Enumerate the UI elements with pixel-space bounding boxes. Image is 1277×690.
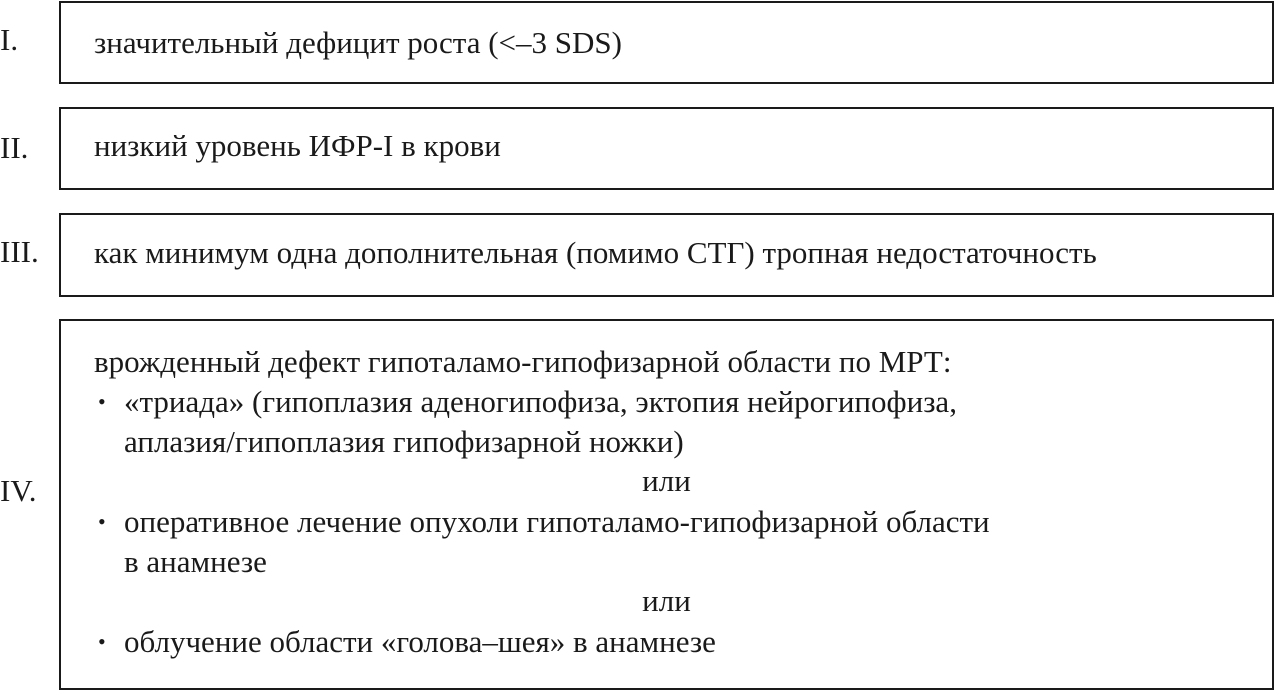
list-item-1-line-2: аплазия/гипоплазия гипофизарной ножки)	[124, 424, 684, 459]
criterion-text-1: значительный дефицит роста (<–3 SDS)	[94, 25, 622, 60]
row-numeral-1: I.	[0, 22, 19, 57]
criterion-heading-4: врожденный дефект гипоталамо-гипофизарной области по МРТ:	[94, 344, 952, 379]
criterion-box-4	[59, 319, 1274, 690]
criterion-box-2	[59, 107, 1274, 190]
row-numeral-3: III.	[0, 234, 39, 269]
bullet-marker-3: •	[98, 629, 106, 654]
bullet-marker-2: •	[98, 509, 106, 534]
list-item-2-line-2: в анамнезе	[124, 544, 267, 579]
row-numeral-2: II.	[0, 130, 29, 165]
row-numeral-4: IV.	[0, 473, 37, 508]
criterion-box-1	[59, 1, 1274, 84]
list-item-2-line-1: оперативное лечение опухоли гипоталамо-гипофизарной области	[124, 504, 990, 539]
separator-or-1: или	[642, 463, 691, 498]
list-item-1-line-1: «триада» (гипоплазия аденогипофиза, эктопия нейрогипофиза,	[124, 384, 957, 419]
separator-or-2: или	[642, 583, 691, 618]
criterion-text-2: низкий уровень ИФР-I в крови	[94, 128, 501, 163]
bullet-marker-1: •	[98, 389, 106, 414]
criterion-text-3: как минимум одна дополнительная (помимо СТГ) тропная недостаточность	[94, 235, 1097, 270]
list-item-3-line-1: облучение области «голова–шея» в анамнезе	[124, 624, 716, 659]
criterion-box-3	[59, 213, 1274, 297]
